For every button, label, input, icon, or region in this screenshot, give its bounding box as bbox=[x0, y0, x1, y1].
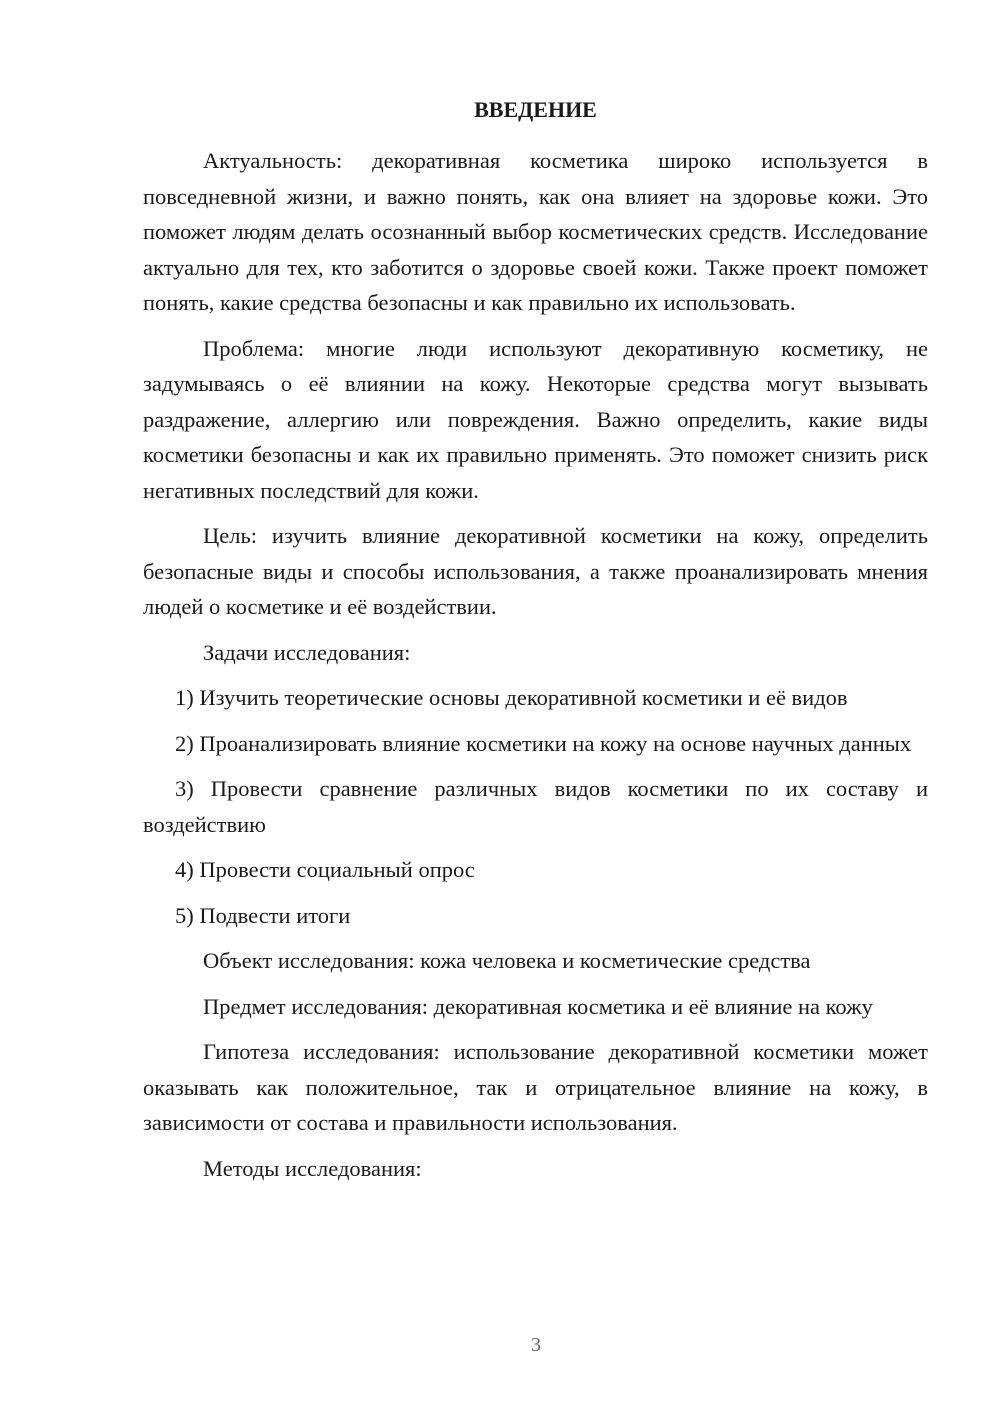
list-item: 5) Подвести итоги bbox=[175, 902, 351, 928]
list-item: 1) Изучить теоретические основы декоративной косметики и её видов bbox=[175, 685, 848, 710]
tasks-heading: Задачи исследования: bbox=[203, 639, 411, 665]
paragraph-hypothesis: Гипотеза исследования: использование декоративной косметики может оказывать как положительное, так и отрицательное влияние на кожу, в зависимости от состава и правильности использования. bbox=[143, 1039, 928, 1135]
paragraph-object: Объект исследования: кожа человека и косметические средства bbox=[203, 948, 811, 973]
list-item: 4) Провести социальный опрос bbox=[175, 857, 475, 882]
document-page bbox=[143, 96, 928, 1196]
paragraph-relevance: Актуальность: декоративная косметика широко используется в повседневной жизни, и важно понять, как она влияет на здоровье кожи. Это поможет людям делать осознанный выбор косметических средств. Исследование актуально для тех, кто заботится о здоровье своей кожи. Также проект поможет понять, какие средства безопасны и как правильно их использовать. bbox=[143, 148, 928, 315]
paragraph-goal: Цель: изучить влияние декоративной косметики на кожу, определить безопасные виды и способы использования, а также проанализировать мнения людей о косметике и её воздействии. bbox=[143, 523, 928, 619]
paragraph-problem: Проблема: многие люди используют декоративную косметику, не задумываясь о её влиянии на кожу. Некоторые средства могут вызывать раздражение, аллергию или повреждения. Важно определить, какие виды косметики безопасны и как их правильно применять. Это поможет снизить риск негативных последствий для кожи. bbox=[143, 335, 928, 503]
page-title: ВВЕДЕНИЕ bbox=[474, 97, 597, 122]
list-item: 3) Провести сравнение различных видов косметики по их составу и воздействию bbox=[143, 776, 928, 837]
paragraph-subject: Предмет исследования: декоративная косметика и её влияние на кожу bbox=[203, 993, 873, 1019]
tasks-list bbox=[143, 680, 928, 933]
list-item: 2) Проанализировать влияние косметики на кожу на основе научных данных bbox=[175, 730, 912, 756]
methods-heading: Методы исследования: bbox=[203, 1155, 422, 1181]
page-number: 3 bbox=[531, 1334, 541, 1356]
